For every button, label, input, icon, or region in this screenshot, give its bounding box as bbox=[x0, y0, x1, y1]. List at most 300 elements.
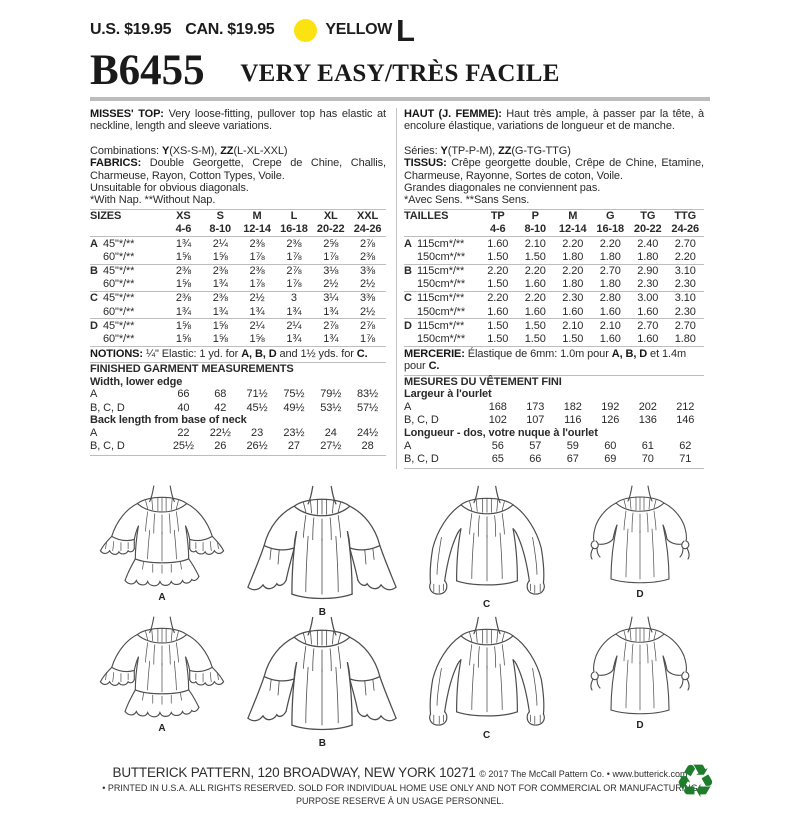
text-run: A, B, D bbox=[611, 347, 648, 360]
table-cell: 25½ bbox=[172, 440, 194, 453]
blouse-b-back-drawing bbox=[241, 614, 403, 746]
table-cell: 1¾ bbox=[175, 237, 191, 250]
table-cell: 2⅜ bbox=[249, 237, 265, 250]
table-cell: 1.80 bbox=[637, 250, 659, 263]
table-cell: A bbox=[404, 237, 412, 250]
publisher-address: BUTTERICK PATTERN, 120 BROADWAY, NEW YORK 10271 bbox=[112, 764, 476, 780]
table-cell: 1¾ bbox=[286, 305, 302, 318]
text-run: Double Georgette, Crepe de Chine, Challis, Charmeuse, Rayon, Cotton Types, Voile. bbox=[90, 157, 386, 182]
table-cell: TP bbox=[490, 210, 505, 223]
table-cell: 115cm*/** bbox=[417, 264, 465, 277]
table-cell: 115cm*/** bbox=[417, 292, 465, 305]
description-fr bbox=[404, 108, 704, 133]
table-cell: 3¼ bbox=[323, 292, 339, 305]
table-cell: B, C, D bbox=[90, 401, 125, 414]
table-row bbox=[90, 250, 386, 264]
table-cell: 1⅝ bbox=[212, 250, 228, 263]
table-cell: 79½ bbox=[320, 388, 342, 401]
view-label: A bbox=[158, 591, 166, 603]
table-cell: 1¾ bbox=[323, 305, 339, 318]
table-cell: 2.10 bbox=[562, 319, 584, 332]
table-cell: 2.70 bbox=[599, 264, 621, 277]
table-cell: 4-6 bbox=[489, 223, 506, 236]
text-run: Élastique de 6mm: 1.0m pour bbox=[467, 347, 612, 360]
view-label: C bbox=[483, 598, 491, 610]
finished-measurements-fr bbox=[404, 376, 704, 469]
table-cell: 2.20 bbox=[562, 264, 584, 277]
table-cell: 2⅜ bbox=[175, 292, 191, 305]
table-cell: B, C, D bbox=[404, 413, 439, 426]
table-cell: 182 bbox=[563, 400, 582, 413]
table-cell: D bbox=[404, 319, 412, 332]
table-cell: 150cm*/** bbox=[417, 332, 466, 345]
table-cell: 1⅝ bbox=[175, 319, 191, 332]
view-d-front bbox=[570, 483, 710, 600]
table-cell: M bbox=[252, 210, 262, 223]
table-cell: 2¼ bbox=[286, 319, 302, 332]
text-run: ¼" Elastic: 1 yd. for bbox=[145, 347, 242, 360]
table-cell: 67 bbox=[566, 452, 579, 465]
title-divider bbox=[90, 97, 710, 101]
table-cell: 2⅜ bbox=[175, 264, 191, 277]
table-cell: A bbox=[90, 427, 98, 440]
table-cell: 1.80 bbox=[599, 250, 621, 263]
table-cell: G bbox=[606, 210, 615, 223]
text-run: Combinations: bbox=[90, 144, 162, 157]
table-cell: 45"*/** bbox=[103, 319, 135, 332]
table-cell: 24 bbox=[324, 427, 337, 440]
table-row bbox=[404, 223, 704, 237]
longueur-table bbox=[404, 439, 704, 465]
table-cell: 12-14 bbox=[558, 223, 587, 236]
table-cell: 2.20 bbox=[524, 264, 546, 277]
table-cell: 116 bbox=[564, 413, 582, 426]
text-run: Crêpe georgette double, Crêpe de Chine, Etamine, Charmeuse, Rayonne, Sortes de coton, Voile. bbox=[404, 157, 704, 182]
table-cell: 2.20 bbox=[562, 237, 584, 250]
table-cell: 1.50 bbox=[487, 250, 509, 263]
table-cell: 102 bbox=[488, 413, 507, 426]
table-cell: 150cm*/** bbox=[417, 250, 466, 263]
view-label: C bbox=[483, 729, 491, 741]
table-cell: 3⅛ bbox=[323, 264, 339, 277]
table-cell: A bbox=[90, 237, 98, 250]
width-label: Width, lower edge bbox=[90, 375, 183, 388]
table-cell: 60"*/** bbox=[103, 278, 135, 291]
table-cell: 45"*/** bbox=[103, 237, 135, 250]
table-cell: 2.70 bbox=[637, 319, 659, 332]
table-cell: 3.10 bbox=[674, 264, 696, 277]
color-name-label: YELLOW bbox=[325, 21, 393, 38]
view-c-back bbox=[411, 614, 563, 741]
table-row bbox=[90, 292, 386, 305]
table-cell: 42 bbox=[214, 401, 227, 414]
text-run: (XS-S-M), bbox=[169, 144, 221, 157]
table-cell: 1⅞ bbox=[286, 250, 302, 263]
blouse-a-drawing bbox=[90, 483, 234, 600]
table-cell: 146 bbox=[676, 413, 695, 426]
table-cell: B bbox=[404, 264, 412, 277]
table-cell: 23½ bbox=[283, 427, 305, 440]
table-cell: XXL bbox=[357, 210, 379, 223]
table-cell: TAILLES bbox=[404, 210, 449, 223]
text-run: Séries: bbox=[404, 144, 441, 157]
table-cell: 60 bbox=[604, 439, 617, 452]
table-cell: 1⅝ bbox=[249, 332, 265, 345]
table-cell: 3⅜ bbox=[360, 292, 376, 305]
table-row bbox=[90, 319, 386, 332]
table-cell: B bbox=[90, 264, 98, 277]
table-cell: B, C, D bbox=[90, 440, 125, 453]
table-cell: 69 bbox=[604, 452, 617, 465]
largeur-label: Largeur à l'ourlet bbox=[404, 387, 492, 400]
table-cell: L bbox=[290, 210, 298, 223]
table-cell: 28 bbox=[361, 440, 374, 453]
table-cell: 12-14 bbox=[243, 223, 271, 236]
text-run: et 1.4m pour bbox=[404, 347, 687, 373]
table-row bbox=[90, 210, 386, 223]
table-row bbox=[404, 265, 704, 278]
table-cell: 1.80 bbox=[562, 250, 584, 263]
table-cell: 150cm*/** bbox=[417, 278, 466, 291]
can-price: CAN. $19.95 bbox=[185, 21, 275, 38]
table-row bbox=[404, 305, 704, 319]
table-row bbox=[404, 333, 704, 347]
table-cell: 45"*/** bbox=[103, 292, 135, 305]
table-cell: 2.90 bbox=[637, 264, 659, 277]
table-cell: 20-22 bbox=[633, 223, 662, 236]
garment-views bbox=[90, 483, 710, 749]
table-cell: 40 bbox=[177, 401, 190, 414]
text-run: C. bbox=[428, 360, 440, 373]
table-row bbox=[90, 278, 386, 292]
table-cell: 192 bbox=[601, 400, 620, 413]
table-row bbox=[404, 278, 704, 292]
text-run: ZZ bbox=[498, 144, 512, 157]
width-table bbox=[90, 388, 386, 414]
table-cell: 68 bbox=[214, 388, 227, 401]
table-cell: TTG bbox=[674, 210, 697, 223]
table-cell: 2.30 bbox=[674, 278, 696, 291]
table-cell: 1.80 bbox=[599, 278, 621, 291]
nap-note-fr: *Avec Sens. **Sans Sens. bbox=[404, 194, 530, 207]
view-label: B bbox=[318, 606, 326, 618]
table-cell: 49½ bbox=[283, 401, 305, 414]
table-cell: 24-26 bbox=[353, 223, 382, 236]
table-cell: 1⅞ bbox=[249, 278, 265, 291]
table-cell: 1⅞ bbox=[249, 250, 265, 263]
french-column bbox=[404, 108, 704, 469]
table-cell: 2.30 bbox=[637, 278, 659, 291]
series-fr bbox=[404, 145, 704, 157]
table-cell: 1⅞ bbox=[360, 332, 376, 345]
table-cell: 1⅝ bbox=[175, 332, 191, 345]
view-d-back bbox=[570, 614, 710, 731]
table-cell: 8-10 bbox=[524, 223, 547, 236]
table-cell: 83½ bbox=[357, 388, 379, 401]
table-cell: TG bbox=[640, 210, 656, 223]
blouse-c-drawing bbox=[411, 483, 563, 607]
info-columns bbox=[90, 108, 710, 469]
table-row bbox=[404, 250, 704, 264]
table-cell: 1.60 bbox=[599, 305, 621, 318]
tissus-fr bbox=[404, 157, 704, 182]
table-cell: 2⅝ bbox=[323, 237, 339, 250]
table-cell: 59 bbox=[566, 439, 579, 452]
back-length-table bbox=[90, 427, 386, 453]
table-cell: P bbox=[531, 210, 539, 223]
table-cell: 1¾ bbox=[249, 305, 265, 318]
description bbox=[90, 108, 386, 133]
table-cell: 1⅝ bbox=[212, 332, 228, 345]
table-cell: 65 bbox=[491, 452, 504, 465]
table-cell: 56 bbox=[491, 439, 504, 452]
table-cell: B, C, D bbox=[404, 452, 439, 465]
table-row bbox=[404, 452, 704, 465]
table-row bbox=[404, 414, 704, 427]
view-c-front bbox=[411, 483, 563, 610]
blouse-b-drawing bbox=[241, 483, 403, 615]
table-cell: 2½ bbox=[360, 305, 376, 318]
table-cell: 45½ bbox=[246, 401, 268, 414]
table-cell: 27½ bbox=[320, 440, 342, 453]
view-a-back bbox=[90, 614, 234, 734]
table-cell: 16-18 bbox=[596, 223, 625, 236]
table-cell: 60"*/** bbox=[103, 332, 135, 345]
table-cell: 62 bbox=[679, 439, 692, 452]
table-cell: XS bbox=[176, 210, 191, 223]
table-cell: 2.20 bbox=[487, 264, 509, 277]
table-cell: 2⅞ bbox=[360, 237, 376, 250]
table-cell: XL bbox=[323, 210, 338, 223]
table-cell: 2½ bbox=[323, 278, 339, 291]
table-cell: A bbox=[404, 439, 412, 452]
table-cell: 22 bbox=[177, 427, 190, 440]
table-cell: 66 bbox=[529, 452, 542, 465]
table-row bbox=[404, 400, 704, 413]
table-cell: 1⅝ bbox=[175, 278, 191, 291]
table-cell: 75½ bbox=[283, 388, 305, 401]
usage-line: PURPOSE RESERVE À UN USAGE PERSONNEL. bbox=[296, 795, 504, 806]
difficulty-label: VERY EASY/TRÈS FACILE bbox=[240, 60, 560, 87]
table-cell: 126 bbox=[601, 413, 620, 426]
table-cell: 57½ bbox=[357, 401, 379, 414]
longueur-label: Longueur - dos, votre nuque à l'ourlet bbox=[404, 426, 598, 439]
table-cell: D bbox=[90, 319, 98, 332]
table-cell: 2⅞ bbox=[360, 319, 376, 332]
table-cell: 1.50 bbox=[487, 319, 509, 332]
table-cell: 1.50 bbox=[524, 319, 546, 332]
table-cell: 1.50 bbox=[524, 332, 546, 345]
table-cell: 1¾ bbox=[323, 332, 339, 345]
table-row bbox=[404, 210, 704, 223]
view-b-front bbox=[241, 483, 403, 618]
table-row bbox=[404, 237, 704, 250]
rights-line: • PRINTED IN U.S.A. ALL RIGHTS RESERVED. SOLD FOR INDIVIDUAL HOME USE ONLY AND NOT FOR COMMERCIAL OR MANUFACTURING bbox=[102, 782, 698, 793]
combinations bbox=[90, 145, 386, 157]
yardage-table bbox=[90, 209, 386, 347]
mercerie bbox=[404, 347, 704, 376]
view-label: A bbox=[158, 722, 166, 734]
measurements-title-fr: MESURES DU VÊTEMENT FINI bbox=[404, 375, 562, 388]
measurements-title: FINISHED GARMENT MEASUREMENTS bbox=[90, 363, 294, 376]
table-cell: 2.70 bbox=[674, 237, 696, 250]
view-b-back bbox=[241, 614, 403, 749]
table-cell: M bbox=[568, 210, 578, 223]
table-cell: 20-22 bbox=[316, 223, 345, 236]
notions bbox=[90, 347, 386, 363]
table-cell: 2.70 bbox=[674, 319, 696, 332]
text-run: (G-TG-TTG) bbox=[511, 144, 571, 157]
table-cell: 71½ bbox=[246, 388, 268, 401]
table-cell: 4-6 bbox=[175, 223, 192, 236]
table-cell: 1.60 bbox=[487, 305, 509, 318]
table-row bbox=[90, 427, 386, 440]
table-cell: 24-26 bbox=[671, 223, 700, 236]
table-cell: 107 bbox=[526, 413, 545, 426]
text-run: FABRICS: bbox=[90, 157, 150, 170]
table-row bbox=[90, 305, 386, 319]
price-row bbox=[90, 14, 710, 46]
back-length-label: Back length from base of neck bbox=[90, 414, 247, 427]
yardage-table-fr bbox=[404, 209, 704, 347]
table-cell: 150cm*/** bbox=[417, 305, 466, 318]
table-cell: 115cm*/** bbox=[417, 319, 465, 332]
table-cell: 61 bbox=[641, 439, 654, 452]
table-cell: C bbox=[404, 292, 412, 305]
text-run: A, B, D bbox=[241, 347, 277, 360]
table-cell: 1.60 bbox=[524, 305, 546, 318]
table-cell: 57 bbox=[529, 439, 542, 452]
table-cell: 136 bbox=[638, 413, 657, 426]
table-cell: 2½ bbox=[360, 278, 376, 291]
table-row bbox=[404, 319, 704, 332]
table-cell: C bbox=[90, 292, 98, 305]
table-cell: 1¾ bbox=[175, 305, 191, 318]
table-row bbox=[90, 237, 386, 250]
table-row bbox=[90, 265, 386, 278]
table-cell: 60"*/** bbox=[103, 305, 135, 318]
table-cell: S bbox=[216, 210, 224, 223]
text-run: MERCERIE: bbox=[404, 347, 468, 360]
table-cell: 1.50 bbox=[562, 332, 584, 345]
table-cell: 2.20 bbox=[524, 292, 546, 305]
us-price: U.S. $19.95 bbox=[90, 21, 172, 38]
unsuitable-note-fr: Grandes diagonales ne conviennent pas. bbox=[404, 182, 601, 195]
english-column bbox=[90, 108, 386, 469]
table-cell: A bbox=[404, 400, 412, 413]
table-cell: 2.30 bbox=[562, 292, 584, 305]
table-cell: 1⅝ bbox=[175, 250, 191, 263]
table-cell: 1.80 bbox=[674, 332, 696, 345]
text-run: Y bbox=[440, 144, 448, 157]
text-run: Y bbox=[161, 144, 170, 157]
table-cell: 1.60 bbox=[599, 332, 621, 345]
table-cell: 2⅜ bbox=[286, 237, 302, 250]
back-views-row bbox=[90, 614, 710, 749]
table-cell: 2⅜ bbox=[249, 264, 265, 277]
table-cell: 1⅝ bbox=[212, 319, 228, 332]
table-cell: 26½ bbox=[246, 440, 268, 453]
table-cell: 168 bbox=[488, 400, 507, 413]
blouse-a-back-drawing bbox=[90, 614, 234, 731]
table-cell: 2¼ bbox=[212, 237, 228, 250]
table-cell: 2.20 bbox=[599, 237, 621, 250]
view-label: D bbox=[636, 588, 644, 600]
table-cell: 1¾ bbox=[212, 278, 228, 291]
table-cell: 2.40 bbox=[637, 237, 659, 250]
table-cell: 23 bbox=[251, 427, 264, 440]
column-divider bbox=[396, 108, 397, 469]
table-cell: 2.30 bbox=[674, 305, 696, 318]
table-cell: SIZES bbox=[90, 210, 122, 223]
table-cell: 71 bbox=[679, 452, 692, 465]
table-cell: 1.60 bbox=[637, 305, 659, 318]
text-run: Haut très ample, à passer par la tête, à encolure élastique, variations de longueur et de manche. bbox=[404, 108, 704, 133]
table-row bbox=[90, 333, 386, 347]
table-cell: 2⅞ bbox=[286, 264, 302, 277]
table-row bbox=[90, 223, 386, 237]
table-cell: 3⅜ bbox=[360, 264, 376, 277]
pattern-envelope-back bbox=[90, 14, 710, 806]
title-row bbox=[90, 48, 710, 94]
table-row bbox=[90, 440, 386, 453]
table-cell: 1.60 bbox=[524, 278, 546, 291]
text-run: (L-XL-XXL) bbox=[233, 144, 288, 157]
table-cell: 1.50 bbox=[487, 278, 509, 291]
table-cell: 45"*/** bbox=[103, 264, 135, 277]
pattern-number: B6455 bbox=[90, 47, 205, 94]
table-cell: 26 bbox=[214, 440, 227, 453]
text-run: MISSES' TOP: bbox=[90, 108, 169, 120]
table-cell: 1⅞ bbox=[323, 250, 339, 263]
table-cell: 8-10 bbox=[209, 223, 232, 236]
blouse-d-back-drawing bbox=[570, 614, 710, 728]
nap-note: *With Nap. **Without Nap. bbox=[90, 194, 216, 207]
table-cell: 66 bbox=[177, 388, 190, 401]
table-cell: 2⅜ bbox=[212, 264, 228, 277]
table-row bbox=[90, 401, 386, 414]
view-a-front bbox=[90, 483, 234, 603]
table-row bbox=[404, 292, 704, 305]
table-cell: 1.60 bbox=[562, 305, 584, 318]
table-cell: 2.10 bbox=[599, 319, 621, 332]
table-cell: 3.00 bbox=[637, 292, 659, 305]
table-cell: 2½ bbox=[249, 292, 265, 305]
text-run: HAUT (J. FEMME): bbox=[404, 108, 507, 120]
table-cell: 1.60 bbox=[637, 332, 659, 345]
table-cell: 60"*/** bbox=[103, 250, 135, 263]
yellow-dot-icon bbox=[294, 19, 317, 42]
text-run: TISSUS: bbox=[404, 157, 452, 170]
table-cell: 2.20 bbox=[674, 250, 696, 263]
table-cell: 1¾ bbox=[212, 305, 228, 318]
table-cell: 1⅞ bbox=[286, 278, 302, 291]
fabrics bbox=[90, 157, 386, 182]
table-cell: 2⅜ bbox=[212, 292, 228, 305]
text-run: C. bbox=[356, 347, 368, 360]
table-cell: 24½ bbox=[357, 427, 379, 440]
table-row bbox=[404, 439, 704, 452]
text-run: ZZ bbox=[220, 144, 234, 157]
table-cell: 1.50 bbox=[524, 250, 546, 263]
text-run: (TP-P-M), bbox=[447, 144, 499, 157]
largeur-table bbox=[404, 400, 704, 426]
size-letter: L bbox=[396, 12, 415, 48]
table-cell: 1.60 bbox=[487, 237, 509, 250]
table-cell: 16-18 bbox=[280, 223, 308, 236]
table-cell: 115cm*/** bbox=[417, 237, 465, 250]
blouse-c-back-drawing bbox=[411, 614, 563, 738]
